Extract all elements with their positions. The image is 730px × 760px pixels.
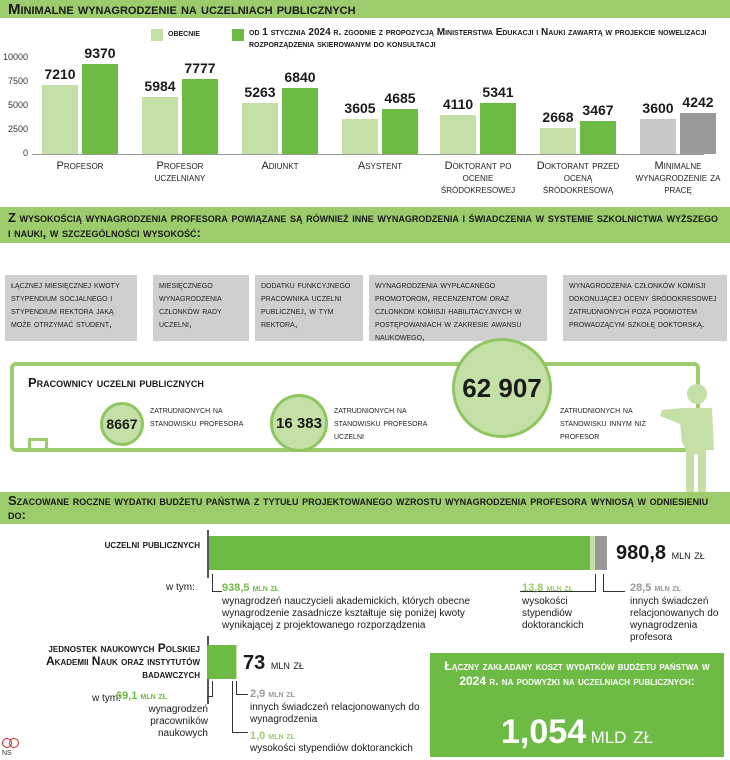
uni-axis [207,530,209,578]
pan-bar [207,645,237,679]
x-axis-line [32,154,704,155]
total-box [430,653,724,757]
uni-part-1 [222,582,279,594]
bar-value-label: 3467 [582,101,614,118]
bar-new [282,88,318,154]
uni-connector-3 [603,574,625,592]
bar-value-label: 3600 [642,100,674,117]
legend-label-now: obecnie [168,28,200,39]
pan-part-2-desc: innych świadczeń relacjonowanych do wynagrodzenia [250,702,420,725]
category-label: Minimalne wynagrodzenie za pracę [635,160,721,196]
uni-part-3-value: 28,5 [630,582,652,594]
publisher-logo-icon [9,738,19,748]
staff-title: Pracownicy uczelni publicznych [24,375,208,390]
y-tick-label: 7500 [7,76,28,86]
related-box-5: wynagrodzenia członków komisji dokonującej oceny śródokresowej zatrudnionych poza podmiotem prowadzącym szkołę doktorską. [563,275,727,341]
pan-part-3-desc: wysokości stypendiów doktoranckich [250,743,413,754]
bar-value-label: 5263 [244,84,276,101]
total-unit: mld zł [590,722,653,749]
staff-label-3: zatrudnionych na stanowisku innym niż profesor [560,405,646,442]
pan-bar-segment [207,645,235,679]
bar-now [242,103,278,154]
pan-part-3 [250,730,295,742]
uni-in-that: w tym: [166,582,195,593]
pan-part-1-desc: wynagrodzeń pracowników naukowych [148,704,208,739]
uni-part-1-unit: mln zł [252,583,280,594]
uni-bar [207,536,607,570]
related-box-4: wynagrodzenia wypłacanego promotorom, recenzentom oraz członkom komisji habilitacyjnych w postępowaniach w zakresie awansu naukowego, [369,275,547,341]
bar-value-label: 4242 [682,94,714,111]
bar-now [540,128,576,154]
category-label: Doktorant po ocenie śródokresowej [440,160,516,196]
uni-total-unit: mln zł [671,547,705,562]
staff-circle-1: 8667 [100,402,144,446]
bar-value-label: 2668 [542,109,574,126]
uni-label: uczelni publicznych [104,537,200,551]
bar-new [680,113,716,154]
bar-value-label: 7777 [184,60,216,77]
total-amount [430,713,724,752]
related-box-2: miesięcznego wynagrodzenia członków rady uczelni, [153,275,249,341]
uni-bar-segment [207,536,590,570]
staff-label-1: zatrudnionych na stanowisku profesora [150,405,244,429]
bar-value-label: 9370 [84,45,116,62]
uni-part-2-unit: mln zł [546,583,573,594]
board-eraser [28,438,48,450]
category-label: Doktorant przed oceną śródokresową [536,160,620,196]
pan-part-1-unit: mln zł [140,691,167,702]
bar-value-label: 4685 [384,90,416,107]
bar-new [480,103,516,154]
pan-label: jednostek naukowych Polskiej Akademii Nauk oraz instytutów badawczych [46,641,200,681]
uni-part-3-desc: innych świadczeń relacjonowanych do wynagrodzenia profesora [630,596,719,643]
legend-label-new: od 1 stycznia 2024 r. zgodnie z propozycją Ministerstwa Edukacji i Nauki zawartą w projekcie nowelizacji rozporządzenia skierowanym do konsultacji [249,27,707,50]
pan-part-2-value: 2,9 [250,688,266,700]
page-title: Minimalne wynagrodzenie na uczelniach publicznych [8,1,356,18]
bar-new [182,79,218,154]
bar-value-label: 5341 [482,83,514,100]
footer-credit: NS [2,750,12,757]
bar-chart [0,45,730,210]
bar-new [382,109,418,154]
bar-value-label: 4110 [442,95,474,112]
pan-connector-3 [232,681,248,733]
legend-swatch-new [232,29,244,41]
uni-part-3 [630,582,681,594]
related-band [0,207,730,243]
pan-total-unit: mln zł [270,657,304,672]
category-label: Asystent [357,160,403,172]
bar-now [342,119,378,154]
category-label: Profesor uczelniany [154,160,206,184]
pan-bar-segment [236,645,237,679]
uni-total [616,542,705,565]
uni-part-2-value: 13,8 [522,582,544,594]
staff-circle-3: 62 907 [452,338,552,438]
y-tick-label: 0 [22,148,28,158]
y-tick-label: 10000 [2,52,28,62]
staff-label-2: zatrudnionych na stanowisku profesora uczelni [334,405,428,442]
bar-now [440,115,476,154]
y-tick-label: 2500 [7,124,28,134]
uni-part-2-desc: wysokości stypendiów doktoranckich [522,596,584,631]
related-title: Z wysokością wynagrodzenia profesora powiązane są również inne wynagrodzenia i świadczenia w systemie szkolnictwa wyższego i nauki, w szczególności wysokość: [8,210,718,240]
related-box-1: łącznej miesięcznej kwoty stypendium socjalnego i stypendium rektora jaką może otrzymać student, [5,275,137,341]
uni-part-3-unit: mln zł [654,583,681,594]
bar-value-label: 5984 [144,77,176,94]
pan-part-2 [250,688,295,700]
budget-title: Szacowane roczne wydatki budżetu państwa z tytułu projektowanego wzrostu wynagrodzenia profesora wyniosą w odniesieniu do: [8,493,709,522]
bar-now [640,119,676,154]
uni-part-1-desc: wynagrodzeń nauczycieli akademickich, których obecne wynagrodzenie zasadnicze kształtuje się poniżej kwoty wynikającej z projektowanego rozporządzenia [222,596,470,631]
budget-band [0,492,730,524]
teacher-icon [652,380,722,498]
uni-part-1-value: 938,5 [222,582,250,594]
header-band [0,0,730,18]
bar-new [580,121,616,154]
bar-new [82,64,118,154]
pan-part-1-value: 69,1 [116,690,138,702]
bar-value-label: 6840 [284,69,316,86]
category-label: Adiunkt [261,160,299,172]
pan-part-3-value: 1,0 [250,730,266,742]
pan-in-that: w tym: [92,693,121,704]
pan-part-2-unit: mln zł [268,689,295,700]
legend-swatch-now [151,29,163,41]
bar-value-label: 7210 [44,65,76,82]
total-text: Łączny zakładany koszt wydatków budżetu państwa w 2024 r. na podwyżki na uczelniach publicznych: [444,659,710,688]
y-tick-label: 5000 [7,100,28,110]
uni-connector-1 [212,574,222,592]
pan-total-value: 73 [243,652,266,674]
bar-value-label: 3605 [344,100,376,117]
pan-total [243,652,304,675]
total-value: 1,054 [501,713,587,751]
uni-total-value: 980,8 [616,542,667,564]
uni-part-2 [522,582,573,594]
bar-now [42,85,78,154]
staff-circle-2: 16 383 [270,394,328,452]
pan-part-3-unit: mln zł [268,731,295,742]
bar-now [142,97,178,154]
uni-bar-segment [595,536,607,570]
category-label: Profesor [56,160,104,172]
pan-connector-1 [207,681,213,697]
pan-part-1 [116,690,167,702]
related-box-3: dodatku funkcyjnego pracownika uczelni publicznej, w tym rektora, [255,275,363,341]
